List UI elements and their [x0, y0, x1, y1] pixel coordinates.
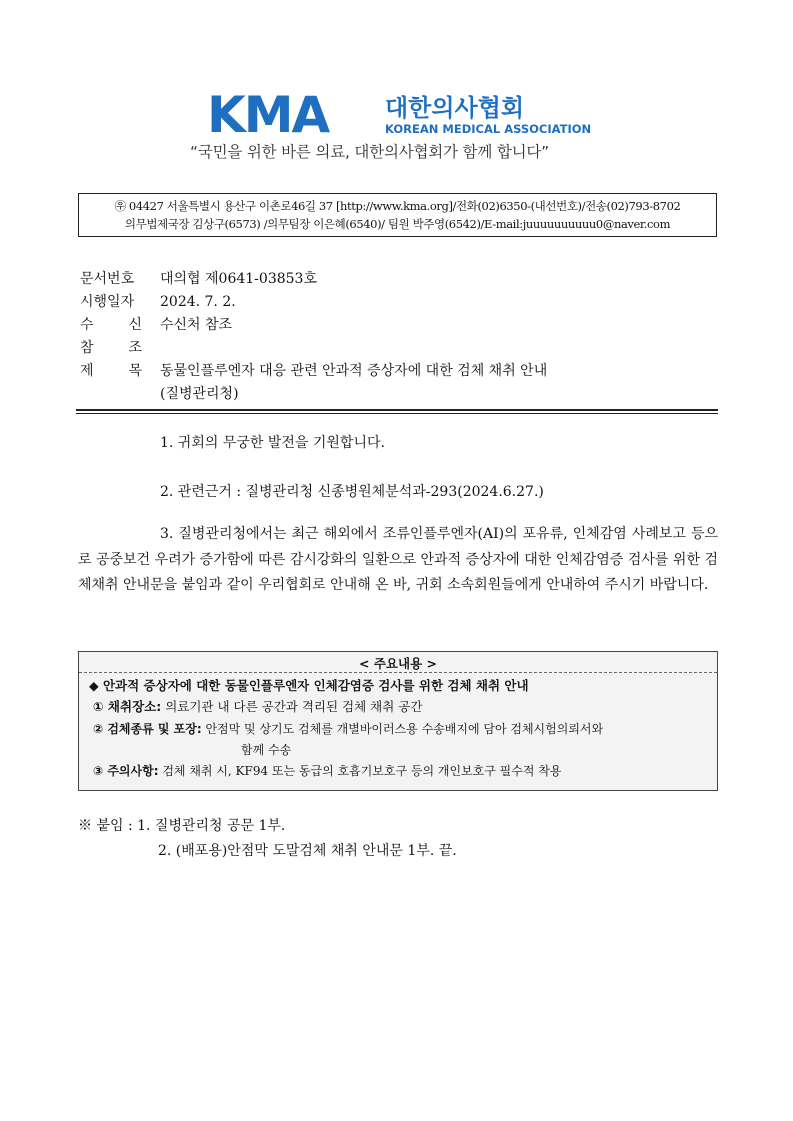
attachments [78, 814, 457, 864]
paragraph-2: 2. 관련근거 : 질병관리청 신종병원체분석과-293(2024.6.27.) [160, 484, 544, 500]
summary-item-label: ① 채취장소: [93, 699, 162, 714]
document-meta [80, 268, 547, 406]
summary-item-specimen [79, 718, 717, 740]
summary-item-specimen-continuation: 함께 수송 [241, 743, 292, 757]
reference-row [80, 337, 547, 360]
contact-info-box [78, 193, 717, 237]
paragraph-3: 3. 질병관리청에서는 최근 해외에서 조류인플루엔자(AI)의 포유류, 인체감염 사례보고 등으로 공중보건 우려가 증가함에 따른 감시강화의 일환으로 안과적 증상자에 대한 인체감염증 검사를 위한 검체채취 안내문을 붙임과 같이 우리협회로 안내해 온 바, 귀회 소속회원들에게 안내하여 주시기 바랍니다. [78, 526, 718, 593]
recipient-label [80, 314, 142, 337]
summary-item-text: 의료기관 내 다른 공간과 격리된 검체 채취 공간 [161, 699, 423, 714]
date-row [80, 291, 547, 314]
summary-item-label: ② 검체종류 및 포장: [93, 722, 202, 736]
summary-title: < 주요내용 > [359, 656, 437, 671]
summary-item-label: ③ 주의사항: [93, 764, 159, 778]
kma-logo [207, 92, 591, 136]
subject-continuation: (질병관리청) [160, 386, 239, 402]
address-line-1: ㉾ 04427 서울특별시 용산구 이촌로46길 37 [http://www.kma.org]/전화(02)6350-(내선번호)/전송(02)793-8702 [114, 199, 681, 213]
subject-label-2: 목 [128, 363, 142, 379]
subject-label [80, 360, 142, 383]
kma-logo-graphic [207, 92, 591, 136]
logo-english-name: KOREAN MEDICAL ASSOCIATION [385, 122, 591, 136]
doc-number-row [80, 268, 547, 291]
subject-label-1: 제 [80, 363, 94, 379]
summary-box [78, 651, 718, 791]
subject-continuation-row [80, 383, 547, 406]
summary-item-precautions [79, 760, 717, 782]
doc-number-label: 문서번호 [80, 271, 135, 287]
summary-item-text: 안점막 및 상기도 검체를 개별바이러스용 수송배지에 담아 검체시험의뢰서와 [201, 722, 604, 736]
issue-date: 2024. 7. 2. [160, 294, 236, 310]
recipient-label-1: 수 [80, 317, 94, 333]
recipient-label-2: 신 [128, 317, 142, 333]
logo-kma-text: KMA [207, 92, 329, 136]
header-divider-thick [76, 409, 718, 411]
reference-label [80, 337, 142, 360]
summary-heading: ◆ 안과적 증상자에 대한 동물인플루엔자 인체감염증 검사를 위한 검체 채취 안내 [79, 672, 717, 696]
slogan: “국민을 위한 바른 의료, 대한의사협회가 함께 합니다” [190, 143, 549, 161]
attachment-2: 2. (배포용)안점막 도말검체 채취 안내문 1부. 끝. [158, 843, 457, 859]
reference-label-2: 조 [128, 340, 142, 356]
logo-korean-name: 대한의사협회 [385, 94, 525, 122]
date-label: 시행일자 [80, 294, 135, 310]
summary-item-text: 검체 채취 시, KF94 또는 동급의 호흡기보호구 등의 개인보호구 필수적 착용 [158, 764, 562, 778]
recipient: 수신처 참조 [160, 317, 233, 333]
header-divider-thin [76, 413, 718, 414]
attachment-1: ※ 붙임 : 1. 질병관리청 공문 1부. [78, 818, 286, 834]
subject: 동물인플루엔자 대응 관련 안과적 증상자에 대한 검체 채취 안내 [160, 363, 548, 379]
paragraph-1: 1. 귀회의 무궁한 발전을 기원합니다. [160, 435, 385, 451]
address-line-2: 의무법제국장 김상구(6573) /의무팀장 이은혜(6540)/ 팀원 박주영(6542)/E-mail:juuuuuuuuuu0@naver.com [124, 217, 671, 231]
subject-row [80, 360, 547, 383]
summary-item-location [79, 696, 717, 718]
reference-label-1: 참 [80, 340, 94, 356]
recipient-row [80, 314, 547, 337]
doc-number: 대의협 제0641-03853호 [160, 271, 317, 287]
